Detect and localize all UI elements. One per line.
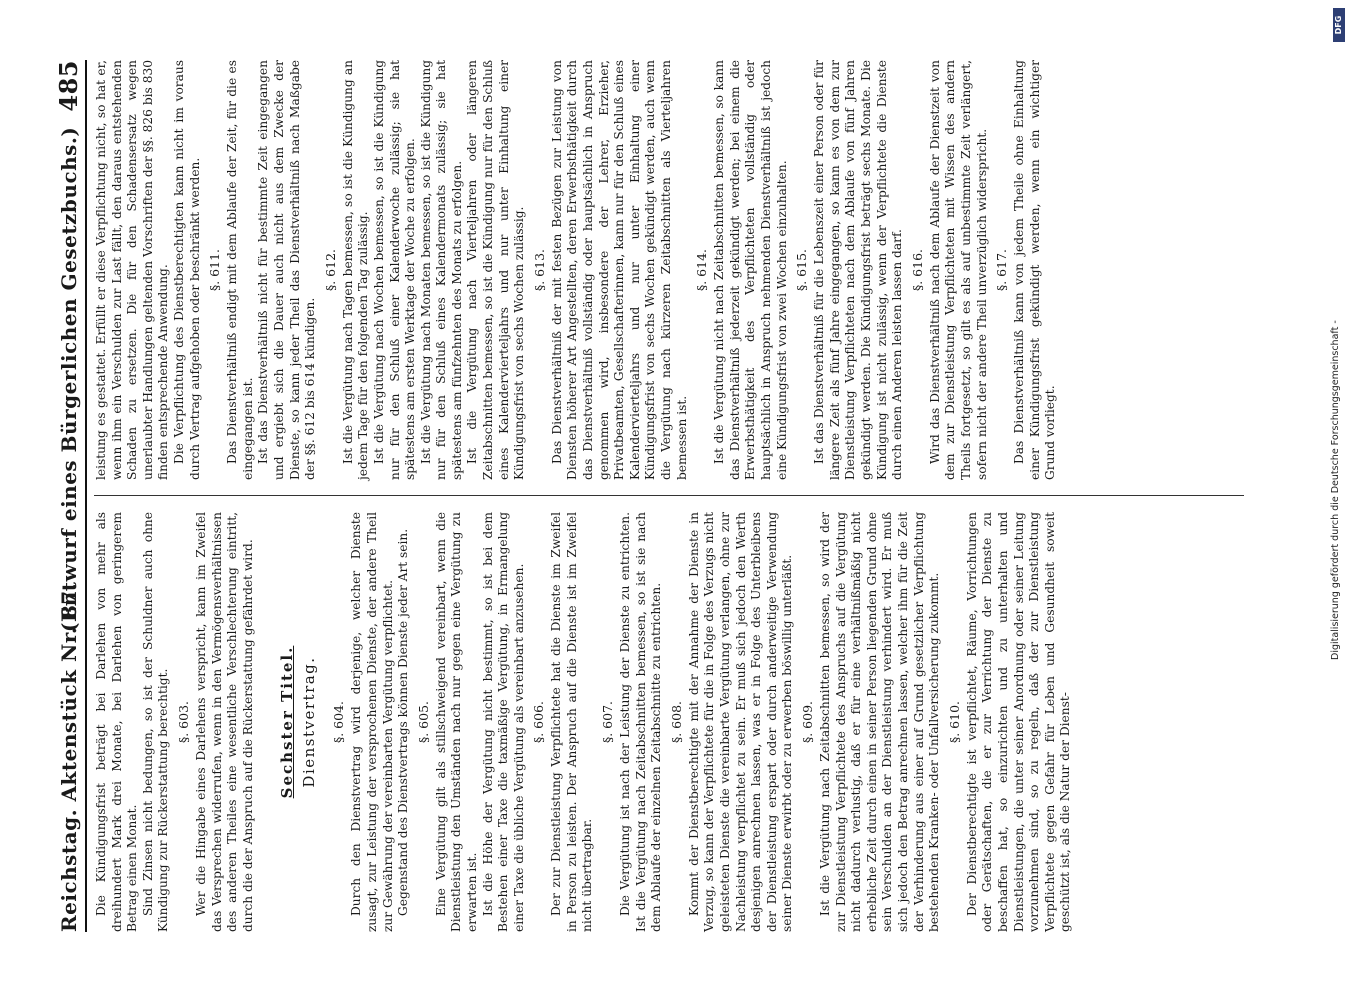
dfg-logo-label: DFG: [1334, 15, 1343, 35]
paragraph: Ist die Vergütung nach Tagen bemessen, so ist die Kündigung an jedem Tage für den folgenden Tag zulässig.: [340, 60, 371, 480]
section-heading: §. 610.: [946, 700, 962, 744]
paragraph: Die Vergütung ist nach der Leistung der Dienste zu entrichten. Ist die Vergütung nach Zeitabschnitten bemessen, so ist sie nach dem Ablaufe der einzelnen Zeitabschnitte zu entrichten.: [618, 512, 664, 932]
page-header: [55, 60, 87, 932]
text-columns: [94, 60, 1074, 932]
paragraph: Die Kündigungsfrist beträgt bei Darlehen von mehr als dreihundert Mark drei Monate, bei Darlehen von geringerem Betrag einen Monat.: [94, 512, 140, 932]
digitization-note-text: Digitalisierung gefördert durch die Deutsche Forschungsgemeinschaft -: [1330, 320, 1341, 660]
digitization-note: [1318, 10, 1348, 660]
paragraph: Sind Zinsen nicht bedungen, so ist der Schuldner auch ohne Kündigung zur Rückerstattung berechtigt.: [140, 512, 171, 932]
paragraph: Durch den Dienstvertrag wird derjenige, welcher Dienste zusagt, zur Leistung der versprochenen Dienste, der andere Theil zur Gewährung der vereinbarten Vergütung verpflichtet.: [349, 512, 395, 932]
section-heading: §. 612.: [322, 248, 338, 292]
section-heading: §. 607.: [600, 700, 616, 744]
section-heading: §. 611.: [207, 248, 223, 292]
paragraph: Ist die Vergütung nach Wochen bemessen, so ist die Kündigung nur für den Schluß einer Kalenderwoche zulässig; sie hat spätestens am ersten Werktage der Woche zu erfolgen.: [371, 60, 418, 480]
section-heading: §. 617.: [994, 248, 1010, 292]
section-heading: §. 614.: [694, 248, 710, 292]
paragraph: Ist die Höhe der Vergütung nicht bestimmt, so ist bei dem Bestehen einer Taxe die taxmäßige Vergütung, in Ermangelung einer Taxe die übliche Vergütung als vereinbart anzusehen.: [480, 512, 526, 932]
paragraph: leistung es gestattet. Erfüllt er diese Verpflichtung nicht, so hat er, wenn ihm ein Verschulden zur Last fällt, den daraus entstehenden Schaden zu ersetzen. Die für den Schadensersatz wegen unerlaubter Handlungen geltenden Vorschriften der §§. 826 bis 830 finden entsprechende Anwendung.: [94, 60, 171, 480]
chapter-subtitle: Dienstvertrag.: [300, 656, 319, 788]
paragraph: Ist die Vergütung nach Monaten bemessen, so ist die Kündigung nur für den Schluß eines Kalendermonats zulässig; sie hat spätestens am fünfzehnten des Monats zu erfolgen.: [418, 60, 464, 480]
section-heading: §. 604.: [331, 700, 347, 744]
paragraph: Gegenstand des Dienstvertrags können Dienste jeder Art sein.: [396, 528, 411, 916]
paragraph: Kommt der Dienstberechtigte mit der Annahme der Dienste in Verzug, so kann der Verpflichtete für die in Folge des Verzugs nicht geleisteten Dienste die vereinbarte Vergütung verlangen, ohne zur Nachleistung verpflichtet zu sein. Er muß sich jedoch den Werth desjenigen anrechnen lassen, was er in Folge des Unterbleibens der Dienstleistung erspart oder durch anderweitige Verwendung seiner Dienste erwirbt oder zu erwerben böswillig unterläßt.: [686, 512, 795, 932]
paragraph: Das Dienstverhältniß kann von jedem Theile ohne Einhaltung einer Kündigungsfrist gekündigt werden, wenn ein wichtiger Grund vorliegt.: [1012, 60, 1058, 480]
section-heading: §. 608.: [668, 700, 684, 744]
paragraph: Das Dienstverhältniß der mit festen Bezügen zur Leistung von Diensten höherer Art Angestellten, deren Erwerbsthätigkeit durch das Dienstverhältniß vollständig oder hauptsächlich in Anspruch genommen wird, insbesondere der Lehrer, Erzieher, Privatbeamten, Gesellschafterinnen, kann nur für den Schluß eines Kalendervierteljahrs und nur unter Einhaltung einer Kündigungsfrist von sechs Wochen gekündigt werden, auch wenn die Vergütung nach kürzeren Zeitabschnitten als Vierteljahren bemessen ist.: [549, 60, 689, 480]
paragraph: Das Dienstverhältniß endigt mit dem Ablaufe der Zeit, für die es eingegangen ist.: [225, 60, 255, 480]
chapter-title: Sechster Titel.: [278, 645, 297, 799]
paragraph: Ist die Vergütung nach Vierteljahren oder längeren Zeitabschnitten bemessen, so ist die Kündigung nur für den Schluß eines Kalendervierteljahrs und nur unter Einhaltung einer Kündigungsfrist von sechs Wochen zulässig.: [465, 60, 527, 480]
paragraph: Ist die Vergütung nicht nach Zeitabschnitten bemessen, so kann das Dienstverhältniß jederzeit gekündigt werden; bei einem die Erwerbsthätigkeit des Verpflichteten vollständig oder hauptsächlich in Anspruch nehmenden Dienstverhältniß ist jedoch eine Kündigungsfrist von zwei Wochen einzuhalten.: [712, 60, 789, 480]
section-heading: §. 609.: [800, 700, 815, 744]
left-column: [94, 512, 1074, 932]
paragraph: Der Dienstberechtigte ist verpflichtet, Räume, Vorrichtungen oder Gerätschaften, die er zur Verrichtung der Dienste zu beschaffen hat, so einzurichten und zu unterhalten und Dienstleistungen, die unter seiner Anordnung oder seiner Leitung vorzunehmen sind, so zu regeln, daß der zur Dienstleistung Verpflichtete gegen Gefahr für Leben und Gesundheit soweit geschützt ist, als die Natur der Dienst-: [964, 512, 1073, 932]
paragraph: Ist das Dienstverhältniß nicht für bestimmte Zeit eingegangen und ergiebt sich die Dauer auch nicht aus dem Zwecke der Dienste, so kann jeder Theil das Dienstverhältniß nach Maßgabe der §§. 612 bis 614 kündigen.: [256, 60, 318, 480]
paragraph: Wer die Hingabe eines Darlehens verspricht, kann im Zweifel das Versprechen widerrufen, wenn in den Vermögensverhältnissen des anderen Theiles eine wesentliche Verschlechterung eintritt, durch die der Anspruch auf die Rückerstattung gefährdet wird.: [193, 512, 255, 932]
page-number: 485: [54, 60, 83, 112]
paragraph: Die Verpflichtung des Dienstberechtigten kann nicht im voraus durch Vertrag aufgehoben oder beschränkt werden.: [171, 60, 202, 480]
section-heading: §. 616.: [909, 248, 925, 292]
section-heading: §. 615.: [794, 248, 810, 292]
header-left: Reichstag. Aktenstück Nr. 87.: [57, 582, 81, 932]
paragraph: Eine Vergütung gilt als stillschweigend vereinbart, wenn die Dienstleistung den Umständen nach nur gegen eine Vergütung zu erwarten ist.: [433, 512, 479, 932]
paragraph: Ist die Vergütung nach Zeitabschnitten bemessen, so wird der zur Dienstleistung Verpflichtete des Anspruchs auf die Vergütung nicht dadurch verlustig, daß er für eine verhältnißmäßig nicht erhebliche Zeit durch einen in seiner Person liegenden Grund ohne sein Verschulden an der Dienstleistung verhindert wird. Er muß sich jedoch den Betrag anrechnen lassen, welcher ihm für die Zeit der Verhinderung aus einer auf Grund gesetzlicher Verpflichtung bestehenden Kranken- oder Unfallversicherung zukommt.: [818, 512, 942, 932]
section-heading: §. 605.: [415, 700, 431, 744]
right-column: [94, 60, 1074, 480]
column-divider: [94, 495, 1244, 496]
paragraph: Wird das Dienstverhältniß nach dem Ablaufe der Dienstzeit von dem zur Dienstleistung Verpflichteten mit Wissen des andern Theils fortgesetzt, so gilt es als auf unbestimmte Zeit verlängert, sofern nicht der andere Theil unverzüglich widerspricht.: [927, 60, 989, 480]
section-heading: §. 613.: [531, 248, 547, 292]
section-heading: §. 603.: [175, 700, 191, 744]
header-title: (Entwurf eines Bürgerlichen Gesetzbuchs.): [57, 126, 81, 632]
paragraph: Ist das Dienstverhältniß für die Lebenszeit einer Person oder für längere Zeit als fünf Jahre eingegangen, so kann es von dem zur Dienstleistung Verpflichteten nach dem Ablaufe von fünf Jahren gekündigt werden. Die Kündigungsfrist beträgt sechs Monate. Die Kündigung ist nicht zulässig, wenn der Verpflichtete die Dienste durch einen Anderen leisten lassen darf.: [812, 60, 905, 480]
section-heading: §. 606.: [531, 700, 547, 744]
dfg-logo: [1333, 8, 1345, 42]
paragraph: Der zur Dienstleistung Verpflichtete hat die Dienste im Zweifel in Person zu leisten. Der Anspruch auf die Dienste ist im Zweifel nicht übertragbar.: [549, 512, 595, 932]
